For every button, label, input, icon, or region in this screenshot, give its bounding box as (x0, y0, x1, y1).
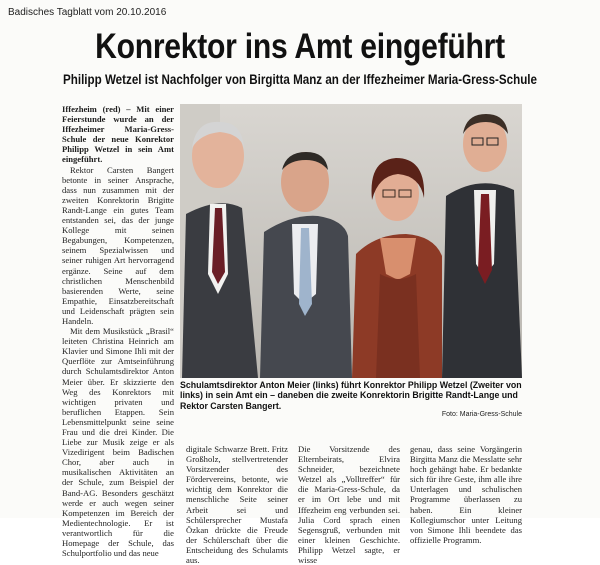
headline: Konrektor ins Amt eingeführt (95, 27, 505, 66)
paragraph: Mit dem Musikstück „Brasil“ leiteten Christina Heinrich am Klavier und Simone Ihli mit der Querflöte zur Amtseinführung durch Schulamtsdirektor Anton Meier über. Er skizzierte den Weg des Konrektors mit wichtigen privaten und beruflichen Etappen. Sein Lebensmittelpunkt seine seine Frau und die drei Kinder. Die Liebe zur Musik zeige er als Vizedirigent beim Badischen Chor, aber auch in musikalischen Aktivitäten an der Schule, zum Beispiel der Band-AG. Besonders geschätzt werde er auch wegen seiner Kompetenzen im Bereich der Medientechnologie. Er ist verantwortlich für die Homepage der Schule, das Schulportfolio und das neue (62, 326, 174, 559)
article-column-2 (186, 444, 288, 565)
photo-image (180, 104, 522, 378)
subheadline: Philipp Wetzel ist Nachfolger von Birgitta Manz an der Iffezheimer Maria-Gress-Schule (63, 72, 537, 87)
paragraph: digitale Schwarze Brett. Fritz Großholz, stellvertretender Vorsitzender des Fördervereins, betonte, wie wichtig dem Konrektor die menschliche Seite seiner Arbeit sei und Schülersprecher Mustafa Özkan drückte die Freude der Schülerschaft über die Entscheidung des Schulamts aus. (186, 444, 288, 565)
article-column-3 (298, 444, 400, 565)
photo-credit: Foto: Maria-Gress-Schule (441, 411, 522, 418)
article-column-4 (410, 444, 523, 545)
lead-paragraph: Iffezheim (red) – Mit einer Feierstunde wurde an der Iffezheimer Maria-Gress-Schule der neue Konrektor Philipp Wetzel in sein Amt eingeführt. (62, 104, 174, 165)
article-column-1 (62, 104, 174, 559)
photo-caption: Schulamtsdirektor Anton Meier (links) führt Konrektor Philipp Wetzel (Zweiter von links) in sein Amt ein – daneben die zweite Konrektorin Brigitte Randt-Lange und Rektor Carsten Bangert. (180, 380, 522, 411)
paragraph: genau, dass seine Vorgängerin Birgitta Manz die Messlatte sehr hoch gehängt habe. Er bedankte sich für ihre Geste, ihm alle ihre Unterlagen und schulischen Programme überlassen zu haben. Ein kleiner Kollegiumschor unter Leitung von Simone Ihli beendete das offizielle Programm. (410, 444, 523, 545)
paragraph: Rektor Carsten Bangert betonte in seiner Ansprache, dass nun zusammen mit der zweiten Konrektorin Brigitte Randt-Lange ein gutes Team entstanden sei, das der junge Kollege mit seinen Begabungen, Kompetenzen, seinem Spezialwissen und seiner ruhigen Art hervorragend ergänze. Seine auf dem christlichen Menschenbild basierenden Werte, seine Empathie, Einsatzbereitschaft und Leidenschaft prägten sein Handeln. (62, 164, 174, 326)
source-line: Badisches Tagblatt vom 20.10.2016 (8, 7, 167, 18)
paragraph: Die Vorsitzende des Elternbeirats, Elvira Schneider, bezeichnete Wetzel als „Volltreffer“ für die Maria-Gress-Schule, da er im Ort lebe und mit Iffezheim eng verbunden sei. Julia Cord sprach einen Segensgruß, verbunden mit einer kleinen Geschichte. Philipp Wetzel sagte, er wisse (298, 444, 400, 565)
group-photo (180, 104, 522, 378)
